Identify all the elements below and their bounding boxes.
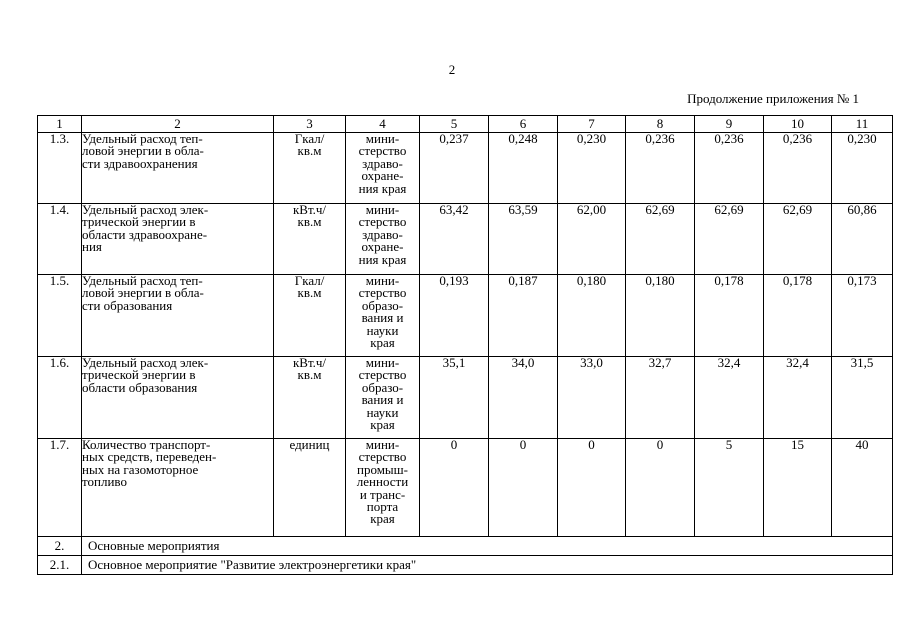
value-cell: 0,180 (558, 275, 626, 357)
value-cell: 0 (489, 439, 558, 537)
column-header: 1 (38, 116, 82, 133)
value-cell: 0,236 (764, 133, 832, 204)
appendix-continuation-label: Продолжение приложения № 1 (687, 91, 859, 106)
value-cell: 0,248 (489, 133, 558, 204)
value-cell: 34,0 (489, 357, 558, 439)
section-row (38, 537, 893, 556)
value-cell: 60,86 (832, 204, 893, 275)
indicator-name: Удельный расход элек- трической энергии в области образования (82, 357, 274, 439)
indicator-name: Удельный расход элек- трической энергии в области здравоохране- ния (82, 204, 274, 275)
responsible-body: мини- стерство образо- вания и науки края (346, 275, 420, 357)
table-row (38, 204, 893, 275)
column-header: 4 (346, 116, 420, 133)
unit-of-measure: кВт.ч/ кв.м (274, 357, 346, 439)
indicator-name: Количество транспорт- ных средств, переведен- ных на газомоторное топливо (82, 439, 274, 537)
row-number: 1.3. (38, 133, 82, 204)
value-cell: 40 (832, 439, 893, 537)
value-cell: 0,187 (489, 275, 558, 357)
section-title: Основные мероприятия (82, 537, 893, 556)
section-number: 2.1. (38, 556, 82, 575)
column-header: 11 (832, 116, 893, 133)
value-cell: 0,237 (420, 133, 489, 204)
value-cell: 0,173 (832, 275, 893, 357)
value-cell: 33,0 (558, 357, 626, 439)
section-row (38, 556, 893, 575)
column-header: 6 (489, 116, 558, 133)
row-number: 1.4. (38, 204, 82, 275)
indicators-table (37, 115, 893, 575)
row-number: 1.5. (38, 275, 82, 357)
value-cell: 0,178 (695, 275, 764, 357)
table-row (38, 275, 893, 357)
unit-of-measure: Гкал/ кв.м (274, 133, 346, 204)
table-row (38, 357, 893, 439)
value-cell: 0,236 (695, 133, 764, 204)
column-header: 3 (274, 116, 346, 133)
table-row (38, 133, 893, 204)
row-number: 1.6. (38, 357, 82, 439)
value-cell: 63,42 (420, 204, 489, 275)
value-cell: 0,180 (626, 275, 695, 357)
responsible-body: мини- стерство здраво- охране- ния края (346, 204, 420, 275)
value-cell: 0,193 (420, 275, 489, 357)
value-cell: 0 (558, 439, 626, 537)
indicator-name: Удельный расход теп- ловой энергии в обла- сти образования (82, 275, 274, 357)
unit-of-measure: единиц (274, 439, 346, 537)
column-header: 2 (82, 116, 274, 133)
value-cell: 0 (626, 439, 695, 537)
table-row (38, 439, 893, 537)
unit-of-measure: Гкал/ кв.м (274, 275, 346, 357)
value-cell: 32,4 (695, 357, 764, 439)
value-cell: 0,230 (558, 133, 626, 204)
value-cell: 5 (695, 439, 764, 537)
value-cell: 0,236 (626, 133, 695, 204)
page-number: 2 (448, 62, 456, 77)
value-cell: 62,69 (764, 204, 832, 275)
row-number: 1.7. (38, 439, 82, 537)
value-cell: 0 (420, 439, 489, 537)
column-header: 5 (420, 116, 489, 133)
responsible-body: мини- стерство промыш- ленности и транс- порта края (346, 439, 420, 537)
value-cell: 31,5 (832, 357, 893, 439)
section-number: 2. (38, 537, 82, 556)
value-cell: 0,178 (764, 275, 832, 357)
value-cell: 62,00 (558, 204, 626, 275)
value-cell: 32,4 (764, 357, 832, 439)
column-header: 10 (764, 116, 832, 133)
unit-of-measure: кВт.ч/ кв.м (274, 204, 346, 275)
value-cell: 62,69 (626, 204, 695, 275)
column-header: 7 (558, 116, 626, 133)
column-header: 8 (626, 116, 695, 133)
column-header: 9 (695, 116, 764, 133)
value-cell: 62,69 (695, 204, 764, 275)
value-cell: 35,1 (420, 357, 489, 439)
value-cell: 32,7 (626, 357, 695, 439)
table-header-row (38, 116, 893, 133)
responsible-body: мини- стерство образо- вания и науки края (346, 357, 420, 439)
responsible-body: мини- стерство здраво- охране- ния края (346, 133, 420, 204)
value-cell: 15 (764, 439, 832, 537)
section-title: Основное мероприятие "Развитие электроэнергетики края" (82, 556, 893, 575)
indicator-name: Удельный расход теп- ловой энергии в обла- сти здравоохранения (82, 133, 274, 204)
value-cell: 0,230 (832, 133, 893, 204)
value-cell: 63,59 (489, 204, 558, 275)
